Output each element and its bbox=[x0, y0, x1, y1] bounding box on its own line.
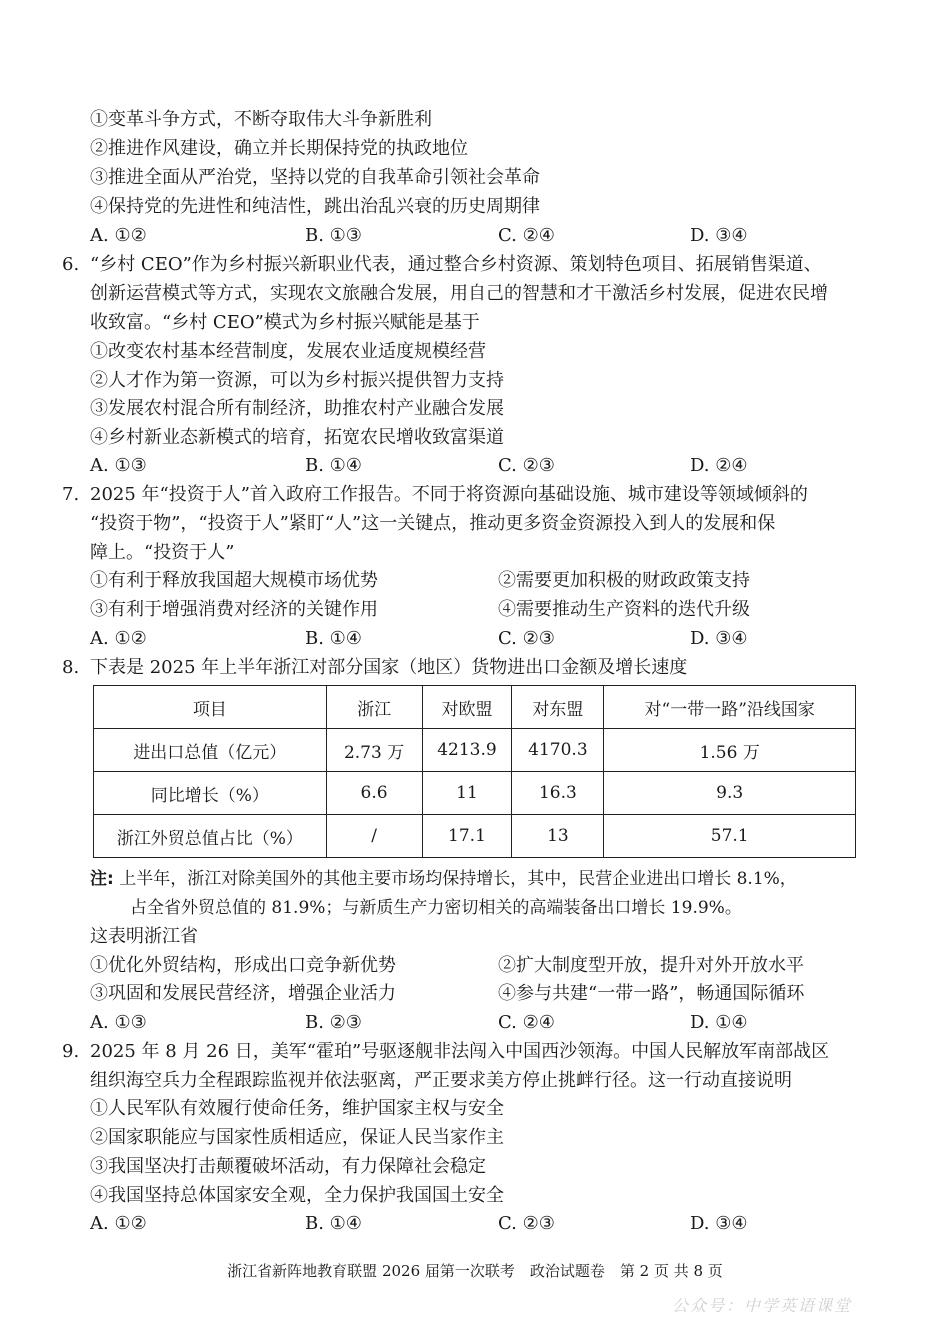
q5-option-d: D. ③④ bbox=[690, 225, 748, 246]
q8-note-line-2: 占全省外贸总值的 81.9%；与新质生产力密切相关的高端装备出口增长 19.9%。 bbox=[130, 898, 742, 918]
table-cell: 57.1 bbox=[604, 815, 856, 858]
q6-statement-4: ④乡村新业态新模式的培育，拓宽农民增收致富渠道 bbox=[90, 427, 504, 448]
q5-statement-3: ③推进全面从严治党，坚持以党的自我革命引领社会革命 bbox=[90, 167, 540, 188]
q6-statement-2: ②人才作为第一资源，可以为乡村振兴提供智力支持 bbox=[90, 370, 504, 391]
q6-option-a: A. ①③ bbox=[90, 455, 147, 476]
q7-statement-2: ②需要更加积极的财政政策支持 bbox=[498, 570, 750, 591]
table-header-cell: 对东盟 bbox=[512, 686, 604, 729]
q6-stem-line-3: 收致富。“乡村 CEO”模式为乡村振兴赋能是基于 bbox=[90, 312, 480, 333]
q6-stem-line-2: 创新运营模式等方式，实现农文旅融合发展，用自己的智慧和才干激活乡村发展，促进农民增 bbox=[90, 283, 828, 304]
q9-statement-3: ③我国坚决打击颠覆破坏活动，有力保障社会稳定 bbox=[90, 1156, 486, 1177]
q5-statement-1: ①变革斗争方式，不断夺取伟大斗争新胜利 bbox=[90, 109, 432, 130]
table-cell: 2.73 万 bbox=[326, 729, 422, 772]
q7-option-c: C. ②③ bbox=[498, 628, 555, 649]
table-row bbox=[94, 729, 856, 772]
page-footer: 浙江省新阵地教育联盟 2026 届第一次联考 政治试题卷 第 2 页 共 8 页 bbox=[227, 1262, 723, 1280]
q6-option-b: B. ①④ bbox=[305, 455, 362, 476]
q6-option-c: C. ②③ bbox=[498, 455, 555, 476]
q9-option-b: B. ①④ bbox=[305, 1213, 362, 1234]
table-cell: 13 bbox=[512, 815, 604, 858]
q9-statement-1: ①人民军队有效履行使命任务，维护国家主权与安全 bbox=[90, 1098, 504, 1119]
table-header-row bbox=[94, 686, 856, 729]
q5-statement-4: ④保持党的先进性和纯洁性，跳出治乱兴衰的历史周期律 bbox=[90, 196, 540, 217]
table-cell: 4213.9 bbox=[422, 729, 512, 772]
q8-option-a: A. ①③ bbox=[90, 1012, 147, 1033]
q9-stem-line-1: 2025 年 8 月 26 日，美军“霍珀”号驱逐舰非法闯入中国西沙领海。中国人民解放军南部战区 bbox=[90, 1041, 830, 1062]
q8-note-line-1: 上半年，浙江对除美国外的其他主要市场均保持增长，其中，民营企业进出口增长 8.1%， bbox=[119, 869, 797, 889]
q7-statement-3: ③有利于增强消费对经济的关键作用 bbox=[90, 599, 378, 620]
q7-stem-line-2: “投资于物”，“投资于人”紧盯“人”这一关键点，推动更多资金资源投入到人的发展和保 bbox=[90, 513, 776, 534]
table-cell: 同比增长（%） bbox=[94, 772, 327, 815]
q7-stem-line-3: 障上。“投资于人” bbox=[90, 542, 235, 563]
q6-number: 6. bbox=[62, 254, 80, 275]
q8-option-c: C. ②④ bbox=[498, 1012, 555, 1033]
q7-option-b: B. ①④ bbox=[305, 628, 362, 649]
table-cell: 16.3 bbox=[512, 772, 604, 815]
q6-stem-line-1: “乡村 CEO”作为乡村振兴新职业代表，通过整合乡村资源、策划特色项目、拓展销售渠道、 bbox=[90, 254, 822, 275]
table-row bbox=[94, 772, 856, 815]
q5-option-a: A. ①② bbox=[90, 225, 147, 246]
q8-stem: 下表是 2025 年上半年浙江对部分国家（地区）货物进出口金额及增长速度 bbox=[90, 657, 688, 678]
table-cell: 11 bbox=[422, 772, 512, 815]
q8-statement-4: ④参与共建“一带一路”，畅通国际循环 bbox=[498, 983, 805, 1004]
table-cell: 浙江外贸总值占比（%） bbox=[94, 815, 327, 858]
trade-table bbox=[93, 685, 856, 858]
table-cell: 1.56 万 bbox=[604, 729, 856, 772]
q9-stem-line-2: 组织海空兵力全程跟踪监视并依法驱离，严正要求美方停止挑衅行径。这一行动直接说明 bbox=[90, 1070, 792, 1091]
q7-number: 7. bbox=[62, 484, 80, 505]
q6-statement-1: ①改变农村基本经营制度，发展农业适度规模经营 bbox=[90, 341, 486, 362]
q7-statement-4: ④需要推动生产资料的迭代升级 bbox=[498, 599, 750, 620]
table-header-cell: 对“一带一路”沿线国家 bbox=[604, 686, 856, 729]
q7-statement-1: ①有利于释放我国超大规模市场优势 bbox=[90, 570, 378, 591]
table-cell: 9.3 bbox=[604, 772, 856, 815]
q8-option-d: D. ①④ bbox=[690, 1012, 748, 1033]
q9-number: 9. bbox=[62, 1041, 80, 1062]
q6-statement-3: ③发展农村混合所有制经济，助推农村产业融合发展 bbox=[90, 398, 504, 419]
table-header-cell: 对欧盟 bbox=[422, 686, 512, 729]
table-cell: 17.1 bbox=[422, 815, 512, 858]
q8-number: 8. bbox=[62, 657, 80, 678]
q9-statement-4: ④我国坚持总体国家安全观，全力保护我国国土安全 bbox=[90, 1185, 504, 1206]
table-header-cell: 项目 bbox=[94, 686, 327, 729]
table-cell: 6.6 bbox=[326, 772, 422, 815]
q9-option-c: C. ②③ bbox=[498, 1213, 555, 1234]
table-header-cell: 浙江 bbox=[326, 686, 422, 729]
table-cell: / bbox=[326, 815, 422, 858]
table-cell: 进出口总值（亿元） bbox=[94, 729, 327, 772]
q8-note-label: 注: bbox=[90, 869, 114, 889]
table-row bbox=[94, 815, 856, 858]
table-cell: 4170.3 bbox=[512, 729, 604, 772]
q5-option-b: B. ①③ bbox=[305, 225, 362, 246]
q5-statement-2: ②推进作风建设，确立并长期保持党的执政地位 bbox=[90, 138, 468, 159]
q8-statement-3: ③巩固和发展民营经济，增强企业活力 bbox=[90, 983, 396, 1004]
q8-option-b: B. ②③ bbox=[305, 1012, 362, 1033]
q7-option-a: A. ①② bbox=[90, 628, 147, 649]
q5-option-c: C. ②④ bbox=[498, 225, 555, 246]
q6-option-d: D. ②④ bbox=[690, 455, 748, 476]
q8-tail: 这表明浙江省 bbox=[90, 926, 198, 947]
q8-statement-1: ①优化外贸结构，形成出口竞争新优势 bbox=[90, 955, 396, 976]
q9-option-a: A. ①② bbox=[90, 1213, 147, 1234]
q7-stem-line-1: 2025 年“投资于人”首入政府工作报告。不同于将资源向基础设施、城市建设等领域倾斜的 bbox=[90, 484, 808, 505]
q8-statement-2: ②扩大制度型开放，提升对外开放水平 bbox=[498, 955, 804, 976]
q9-statement-2: ②国家职能应与国家性质相适应，保证人民当家作主 bbox=[90, 1127, 504, 1148]
q7-option-d: D. ③④ bbox=[690, 628, 748, 649]
q8-note bbox=[90, 866, 797, 892]
watermark: 公众号：中学英语课堂 bbox=[672, 1296, 853, 1315]
q9-option-d: D. ③④ bbox=[690, 1213, 748, 1234]
